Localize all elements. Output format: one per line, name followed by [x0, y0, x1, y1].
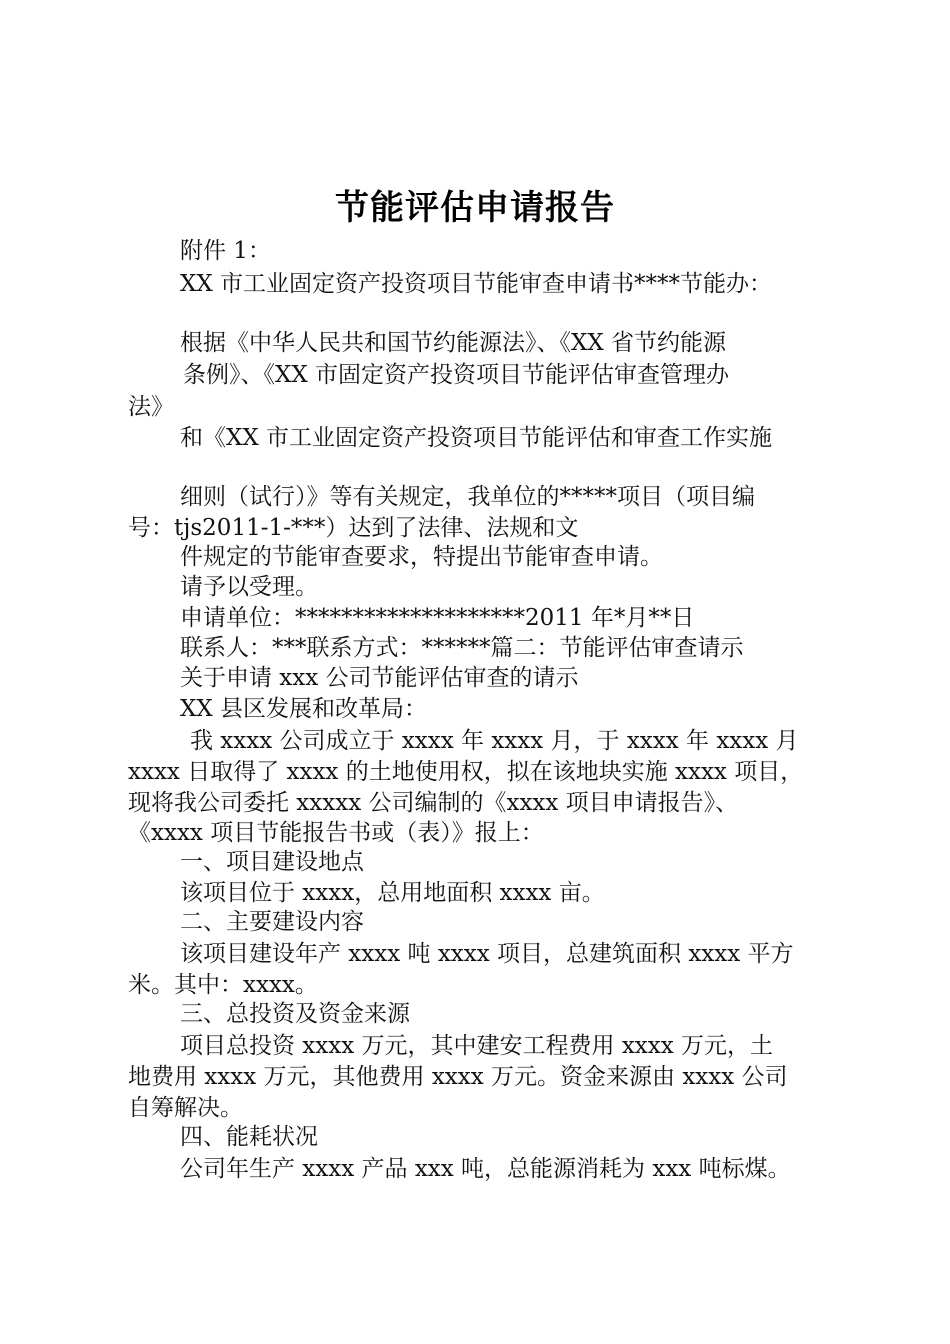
- text-line: 条例》、《XX 市固定资产投资项目节能评估审查管理办: [183, 362, 730, 388]
- text-line: 公司年生产 xxxx 产品 xxx 吨，总能源消耗为 xxx 吨标煤。: [180, 1156, 791, 1182]
- text-line: 一、项目建设地点: [180, 849, 364, 875]
- text-line: 根据《中华人民共和国节约能源法》、《XX 省节约能源: [180, 330, 727, 356]
- text-line: 二、主要建设内容: [180, 909, 364, 935]
- text-line: 联系人：***联系方式：******篇二：节能评估审查请示: [180, 635, 744, 661]
- text-line: 申请单位：********************2011 年*月**日: [180, 605, 695, 631]
- text-line: 关于申请 xxx 公司节能评估审查的请示: [180, 665, 579, 691]
- text-line: 米。其中：xxxx。: [128, 972, 318, 998]
- document-title: 节能评估申请报告: [335, 188, 615, 228]
- text-line: 附件 1：: [180, 238, 271, 264]
- text-line: 法》: [128, 394, 174, 420]
- text-line: 号：tjs2011-1-***）达到了法律、法规和文: [128, 515, 579, 541]
- text-line: 自筹解决。: [128, 1095, 243, 1121]
- text-line: 现将我公司委托 xxxxx 公司编制的《xxxx 项目申请报告》、: [128, 790, 739, 816]
- text-line: 三、总投资及资金来源: [180, 1001, 410, 1027]
- text-line: 我 xxxx 公司成立于 xxxx 年 xxxx 月，于 xxxx 年 xxxx 月: [190, 728, 799, 754]
- text-line: 《xxxx 项目节能报告书或（表）》报上：: [128, 820, 544, 846]
- text-line: xxxx 日取得了 xxxx 的土地使用权，拟在该地块实施 xxxx 项目，: [128, 759, 804, 785]
- text-line: 和《XX 市工业固定资产投资项目节能评估和审查工作实施: [180, 425, 773, 451]
- text-line: 该项目位于 xxxx，总用地面积 xxxx 亩。: [180, 880, 605, 906]
- text-line: XX 市工业固定资产投资项目节能审查申请书****节能办：: [180, 271, 773, 297]
- text-line: 该项目建设年产 xxxx 吨 xxxx 项目，总建筑面积 xxxx 平方: [180, 941, 794, 967]
- text-line: 请予以受理。: [180, 574, 318, 600]
- text-line: 四、能耗状况: [180, 1124, 318, 1150]
- text-line: 项目总投资 xxxx 万元，其中建安工程费用 xxxx 万元，土: [180, 1033, 774, 1059]
- text-line: 件规定的节能审查要求，特提出节能审查申请。: [180, 544, 663, 570]
- text-line: 地费用 xxxx 万元，其他费用 xxxx 万元。资金来源由 xxxx 公司: [128, 1064, 788, 1090]
- text-line: XX 县区发展和改革局：: [180, 696, 428, 722]
- text-line: 细则（试行）》等有关规定，我单位的*****项目（项目编: [180, 484, 755, 510]
